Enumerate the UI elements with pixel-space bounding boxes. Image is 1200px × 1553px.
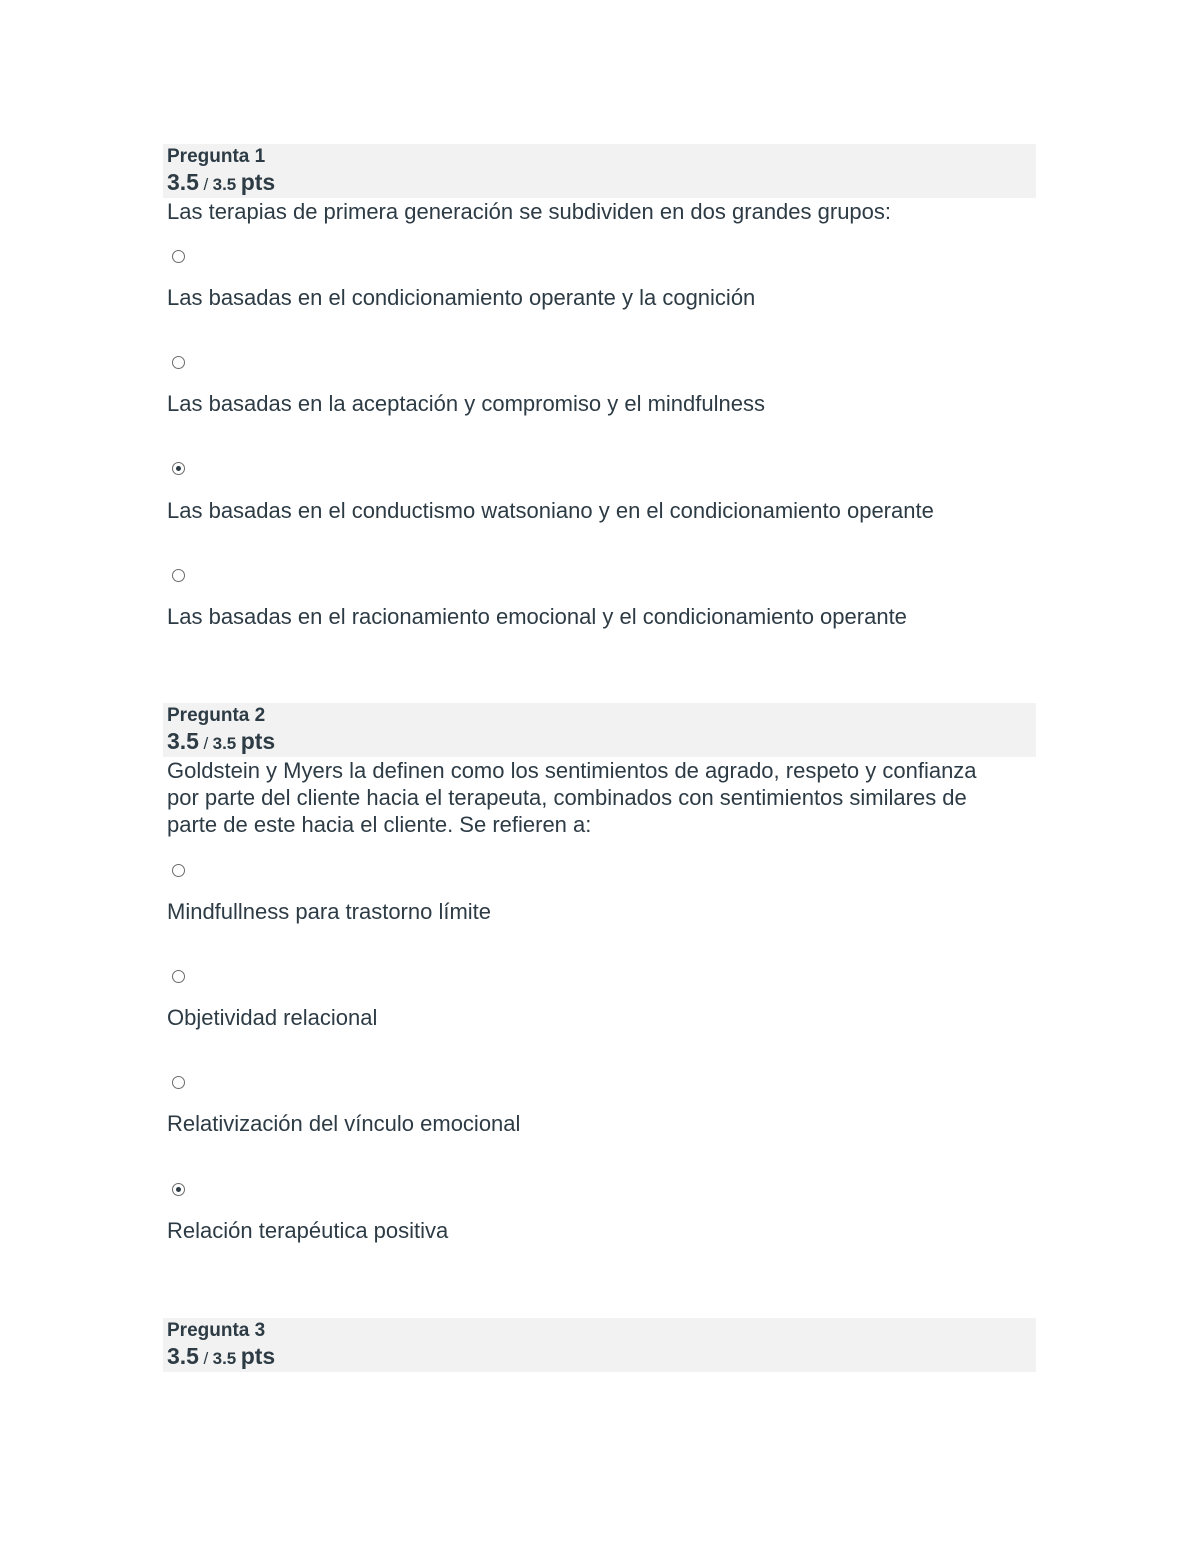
answer-option[interactable] bbox=[163, 462, 189, 480]
answer-label: Las basadas en el condicionamiento operante y la cognición bbox=[167, 285, 756, 310]
points-unit: pts bbox=[240, 1343, 276, 1369]
answer-label: Las basadas en el conductismo watsoniano y en el condicionamiento operante bbox=[167, 498, 934, 523]
question-header bbox=[163, 1318, 1036, 1372]
question-title: Pregunta 2 bbox=[167, 705, 266, 726]
answer-label: Relación terapéutica positiva bbox=[167, 1218, 449, 1243]
points-score: 3.5 bbox=[167, 728, 199, 754]
question-text-line: Goldstein y Myers la definen como los sentimientos de agrado, respeto y confianza bbox=[167, 758, 977, 783]
answer-label: Las basadas en el racionamiento emocional y el condicionamiento operante bbox=[167, 604, 907, 629]
question-points bbox=[167, 168, 1032, 200]
points-unit: pts bbox=[240, 728, 276, 754]
question-header bbox=[163, 144, 1036, 198]
radio-button[interactable] bbox=[172, 1076, 185, 1089]
answer-label: Las basadas en la aceptación y compromiso y el mindfulness bbox=[167, 391, 765, 416]
question-title: Pregunta 3 bbox=[167, 1320, 266, 1341]
answer-option-label-wrap bbox=[163, 390, 769, 417]
question-points bbox=[167, 727, 1032, 759]
question-1 bbox=[163, 144, 1036, 225]
answer-option-label-wrap bbox=[163, 1217, 452, 1244]
points-separator: / bbox=[203, 175, 209, 194]
points-total: 3.5 bbox=[212, 1349, 237, 1368]
radio-button[interactable] bbox=[172, 250, 185, 263]
question-title: Pregunta 1 bbox=[167, 146, 266, 167]
points-total: 3.5 bbox=[212, 734, 237, 753]
radio-button[interactable] bbox=[172, 864, 185, 877]
question-points bbox=[167, 1342, 1032, 1374]
question-2 bbox=[163, 703, 1036, 838]
answer-option-label-wrap bbox=[163, 1004, 381, 1031]
answer-label: Mindfullness para trastorno límite bbox=[167, 899, 492, 924]
question-text: Las terapias de primera generación se subdividen en dos grandes grupos: bbox=[167, 199, 892, 224]
points-separator: / bbox=[203, 734, 209, 753]
question-header bbox=[163, 703, 1036, 757]
points-separator: / bbox=[203, 1349, 209, 1368]
answer-option[interactable] bbox=[163, 250, 189, 268]
answer-option[interactable] bbox=[163, 569, 189, 587]
radio-button[interactable] bbox=[172, 356, 185, 369]
answer-option-label-wrap bbox=[163, 603, 911, 630]
answer-option[interactable] bbox=[163, 864, 189, 882]
answer-option-label-wrap bbox=[163, 497, 938, 524]
answer-option-label-wrap bbox=[163, 284, 759, 311]
points-score: 3.5 bbox=[167, 169, 199, 195]
radio-button[interactable] bbox=[172, 970, 185, 983]
answer-option[interactable] bbox=[163, 970, 189, 988]
question-3 bbox=[163, 1318, 1036, 1372]
radio-button-selected[interactable] bbox=[172, 462, 185, 475]
answer-option[interactable] bbox=[163, 1076, 189, 1094]
answer-label: Relativización del vínculo emocional bbox=[167, 1111, 521, 1136]
answer-label: Objetividad relacional bbox=[167, 1005, 378, 1030]
points-score: 3.5 bbox=[167, 1343, 199, 1369]
question-text bbox=[163, 757, 1036, 838]
points-unit: pts bbox=[240, 169, 276, 195]
answer-option-label-wrap bbox=[163, 898, 495, 925]
answer-option-label-wrap bbox=[163, 1110, 524, 1137]
answer-option[interactable] bbox=[163, 356, 189, 374]
radio-button-selected[interactable] bbox=[172, 1183, 185, 1196]
radio-button[interactable] bbox=[172, 569, 185, 582]
question-text-line: parte de este hacia el cliente. Se refieren a: bbox=[167, 812, 592, 837]
answer-option[interactable] bbox=[163, 1183, 189, 1201]
question-text-line: por parte del cliente hacia el terapeuta, combinados con sentimientos similares de bbox=[167, 785, 967, 810]
points-total: 3.5 bbox=[212, 175, 237, 194]
